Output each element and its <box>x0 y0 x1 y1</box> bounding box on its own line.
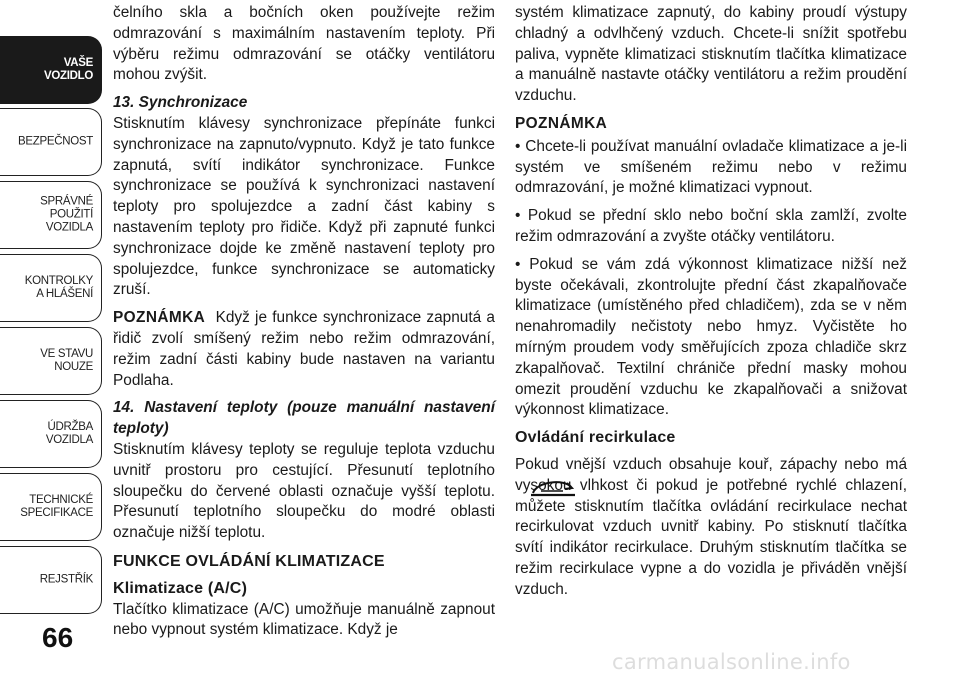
text-column-left <box>113 3 495 648</box>
sidebar-item-udrzba[interactable] <box>0 400 102 468</box>
sidebar-item-technicke-specifikace[interactable] <box>0 473 102 541</box>
watermark: carmanualsonline.info <box>612 650 851 674</box>
note-label: POZNÁMKA <box>113 309 206 327</box>
bullet-item: • Pokud se vám zdá výkonnost klimatizace nižší než byste očekávali, zkontrolujte přední část zkapalňovače klimatizace (umístěného před chladičem), zda se v něm nenahromadily nečistoty nebo hmyz. Vyčistěte ho mírným proudem vody směřujících zpoza chladiče skrz zkapalňovač. Textilní chrániče přední masky mohou omezit proudění vzduchu ke zkapalňovači a snižovat výkonnost klimatizace. <box>515 255 907 419</box>
note-paragraph <box>113 308 495 391</box>
page-number: 66 <box>42 622 74 653</box>
paragraph: Pokud vnější vzduch obsahuje kouř, zápachy nebo má vysokou vlhkost či pokud je potřebné rychlé chlazení, můžete stisknutím tlačítka ovládání recirkulace nechat recirkulovat vzduch uvnitř kabiny. Po stisknutí tlačítka svítí indikátor recirkulace. Druhým stisknutím tlačítka se režim recirkulace vypne a do vozidla je přiváděn vnější vzduch. <box>515 455 907 598</box>
sidebar-item-label: TECHNICKÉ SPECIFIKACE <box>20 494 93 519</box>
recirculation-icon <box>527 475 579 497</box>
sidebar-item-label: REJSTŘÍK <box>39 573 93 586</box>
subheading-klimatizace: Klimatizace (A/C) <box>113 579 248 597</box>
paragraph: čelního skla a bočních oken používejte režim odmrazování s maximálním nastavením teploty. Při výběru režimu odmrazování se otáčky ventilátoru mohou zvýšit. <box>113 4 495 84</box>
sidebar-item-kontrolky[interactable] <box>0 254 102 322</box>
sidebar-item-label: VE STAVU NOUZE <box>40 348 93 373</box>
text-column-right <box>515 3 907 601</box>
bullet-item: • Pokud se přední sklo nebo boční skla zamlží, zvolte režim odmrazování a zvyšte otáčky ventilátoru. <box>515 207 907 245</box>
sidebar-item-label: KONTROLKY A HLÁŠENÍ <box>24 275 93 300</box>
sidebar-item-ve-stavu-nouze[interactable] <box>0 327 102 395</box>
recirculation-block <box>515 455 907 601</box>
subheading-nastaveni-teploty: 14. Nastavení teploty (pouze manuální nastavení teploty) <box>113 399 495 438</box>
paragraph: systém klimatizace zapnutý, do kabiny proudí výstupy chladný a odvlhčený vzduch. Chcete-li snížit spotřebu paliva, vypněte klimatizaci stisknutím tlačítka klimatizace a manuálně nastavte otáčky ventilátoru a režim proudění vzduchu. <box>515 4 907 105</box>
sidebar-item-vase-vozidlo[interactable] <box>0 36 102 104</box>
note-label: POZNÁMKA <box>515 114 608 132</box>
sidebar-item-rejstrik[interactable] <box>0 546 102 614</box>
sidebar-item-label: VAŠE VOZIDLO <box>43 57 93 82</box>
sidebar-item-spravne-pouziti[interactable] <box>0 181 102 249</box>
section-heading: FUNKCE OVLÁDÁNÍ KLIMATIZACE <box>113 552 385 570</box>
note-text: Když je funkce synchronizace zapnutá a řidič zvolí smíšený režim nebo režim odmrazování, režim zadní části kabiny bude nastaven na variantu Podlaha. <box>113 309 495 389</box>
subheading-recirkulace: Ovládání recirkulace <box>515 429 676 447</box>
sidebar-item-label: ÚDRŽBA VOZIDLA <box>45 421 93 446</box>
paragraph: Stisknutím klávesy synchronizace přepínáte funkci synchronizace na zapnuto/vypnuto. Když je tato funkce zapnutá, svítí indikátor synchronizace. Funkce synchronizace se používá k synchronizaci nastavení teploty pro spolujezdce a zadní část kabiny s nastavením teploty pro řidiče. Když při zapnuté funkci synchronizace dojde ke změně nastavení teploty pro spolujezdce, funkce synchronizace se automaticky zruší. <box>113 114 495 299</box>
paragraph: Stisknutím klávesy teploty se reguluje teplota vzduchu uvnitř prostoru pro cestující. Přesunutí teplotního sloupečku do červené oblasti označuje vyšší teplotu. Přesunutí teplotního sloupečku do modré oblasti označuje nižší teplotu. <box>113 440 495 542</box>
subheading-synchronizace: 13. Synchronizace <box>113 94 248 112</box>
sidebar-item-bezpecnost[interactable] <box>0 108 102 176</box>
bullet-item: • Chcete-li používat manuální ovladače klimatizace a je-li systém ve smíšeném režimu nebo v režimu odmrazování, je možné klimatizaci vypnout. <box>515 137 907 197</box>
sidebar-item-label: SPRÁVNÉ POUŽITÍ VOZIDLA <box>40 195 93 234</box>
paragraph: Tlačítko klimatizace (A/C) umožňuje manuálně zapnout nebo vypnout systém klimatizace. Když je <box>113 600 495 639</box>
sidebar-item-label: BEZPEČNOST <box>18 135 93 148</box>
